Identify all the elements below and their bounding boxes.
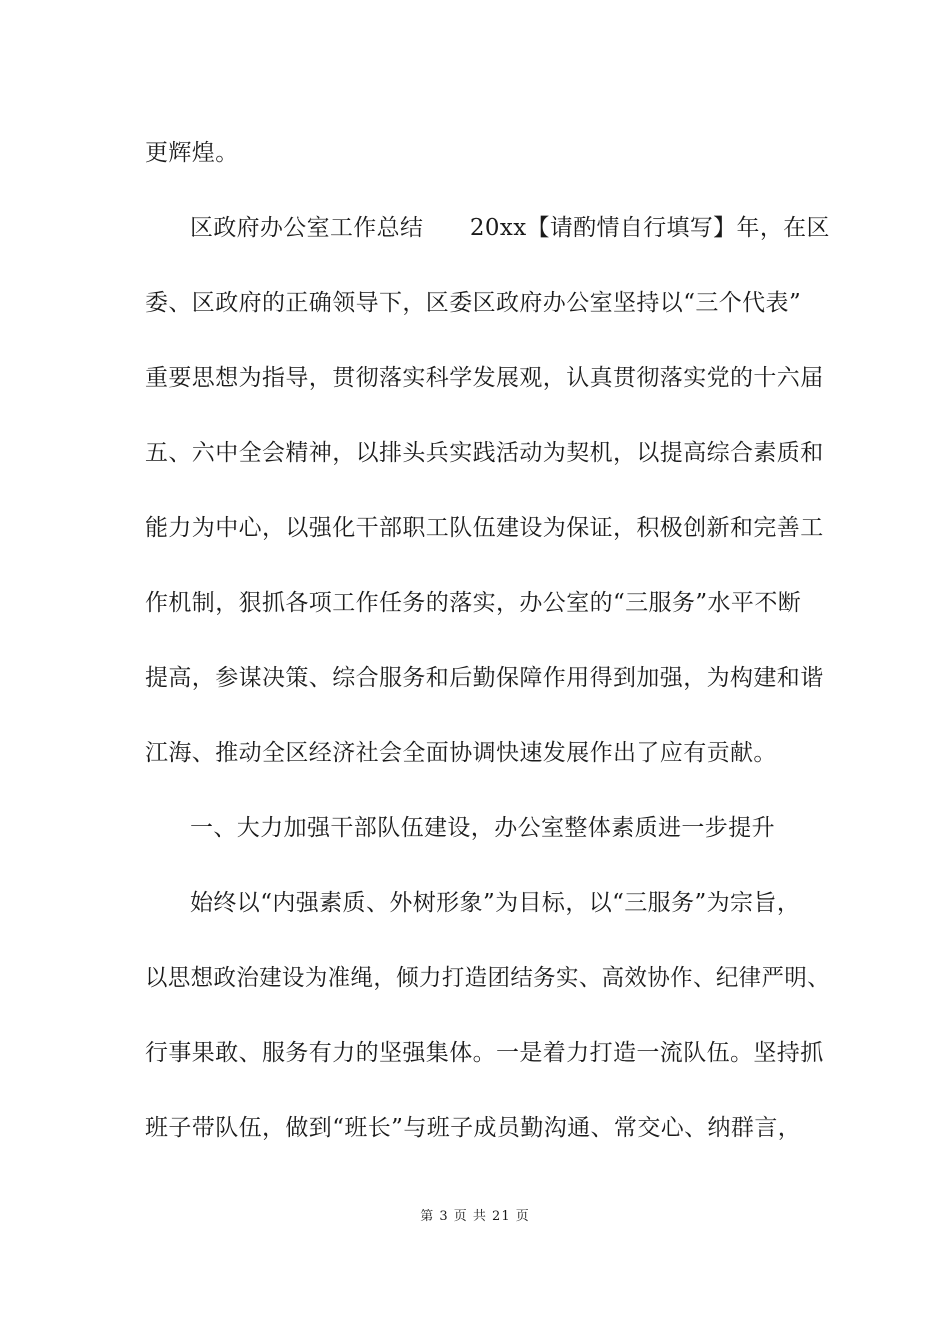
page-number-footer: 第 3 页 共 21 页 — [420, 1209, 530, 1224]
text-line-1: 更辉煌。 — [145, 140, 239, 166]
text-line-12: 以思想政治建设为准绳，倾力打造团结务实、高效协作、纪律严明、 — [145, 965, 830, 991]
text-line-9: 江海、推动全区经济社会全面协调快速发展作出了应有贡献。 — [145, 740, 777, 766]
text-line-5: 五、六中全会精神，以排头兵实践活动为契机，以提高综合素质和 — [145, 440, 824, 466]
text-line-11: 始终以“内强素质、外树形象”为目标，以“三服务”为宗旨， — [190, 890, 801, 916]
text-line-2: 区政府办公室工作总结 20xx【请酌情自行填写】年，在区 — [190, 215, 830, 241]
text-line-7: 作机制，狠抓各项工作任务的落实，办公室的“三服务”水平不断 — [145, 590, 802, 616]
text-line-13: 行事果敢、服务有力的坚强集体。一是着力打造一流队伍。坚持抓 — [145, 1040, 824, 1066]
section-heading: 一、大力加强干部队伍建设，办公室整体素质进一步提升 — [190, 815, 775, 841]
text-line-3: 委、区政府的正确领导下，区委区政府办公室坚持以“三个代表” — [145, 290, 802, 316]
text-line-8: 提高，参谋决策、综合服务和后勤保障作用得到加强，为构建和谐 — [145, 665, 824, 691]
text-line-14: 班子带队伍，做到“班长”与班子成员勤沟通、常交心、纳群言， — [145, 1115, 802, 1141]
text-line-4: 重要思想为指导，贯彻落实科学发展观，认真贯彻落实党的十六届 — [145, 365, 824, 391]
text-line-6: 能力为中心，以强化干部职工队伍建设为保证，积极创新和完善工 — [145, 515, 824, 541]
